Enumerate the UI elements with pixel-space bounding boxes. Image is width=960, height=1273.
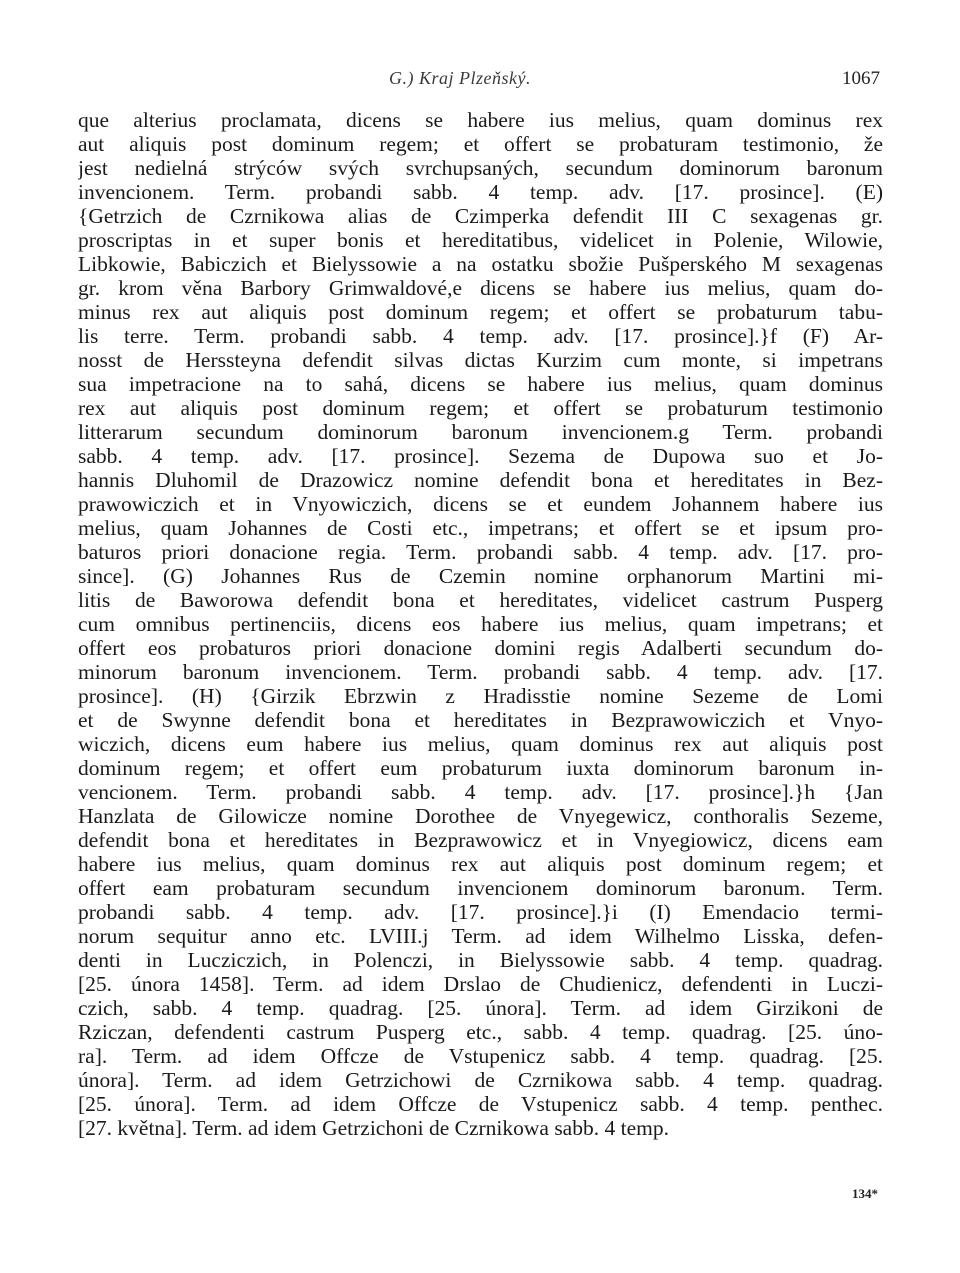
text-line: probandi sabb. 4 temp. adv. [17. prosince].}i (I) Emendacio termi-	[78, 900, 883, 924]
text-line: litterarum secundum dominorum baronum invencionem.g Term. probandi	[78, 420, 883, 444]
signature-mark: 134*	[852, 1186, 878, 1201]
text-line: minorum baronum invencionem. Term. probandi sabb. 4 temp. adv. [17.	[78, 660, 883, 684]
text-line: Rziczan, defendenti castrum Pusperg etc., sabb. 4 temp. quadrag. [25. úno-	[78, 1020, 883, 1044]
text-line: ra]. Term. ad idem Offcze de Vstupenicz sabb. 4 temp. quadrag. [25.	[78, 1044, 883, 1068]
text-line: sabb. 4 temp. adv. [17. prosince]. Sezema de Dupowa suo et Jo-	[78, 444, 883, 468]
text-line: que alterius proclamata, dicens se habere ius melius, quam dominus rex	[78, 108, 883, 132]
text-line: prawowiczich et in Vnyowiczich, dicens se et eundem Johannem habere ius	[78, 492, 883, 516]
text-line: vencionem. Term. probandi sabb. 4 temp. adv. [17. prosince].}h {Jan	[78, 780, 883, 804]
text-line: dominum regem; et offert eum probaturum iuxta dominorum baronum in-	[78, 756, 883, 780]
running-head	[0, 68, 960, 94]
text-line: {Getrzich de Czrnikowa alias de Czimperka defendit III C sexagenas gr.	[78, 204, 883, 228]
text-line: prosince]. (H) {Girzik Ebrzwin z Hradisstie nomine Sezeme de Lomi	[78, 684, 883, 708]
text-line: Libkowie, Babiczich et Bielyssowie a na ostatku sbožie Pušperského M sexagenas	[78, 252, 883, 276]
text-line: habere ius melius, quam dominus rex aut aliquis post dominum regem; et	[78, 852, 883, 876]
text-line: proscriptas in et super bonis et hereditatibus, videlicet in Polenie, Wilowie,	[78, 228, 883, 252]
text-line: sua impetracione na to sahá, dicens se habere ius melius, quam dominus	[78, 372, 883, 396]
text-line: lis terre. Term. probandi sabb. 4 temp. adv. [17. prosince].}f (F) Ar-	[78, 324, 883, 348]
text-line: Hanzlata de Gilowicze nomine Dorothee de Vnyegewicz, conthoralis Sezeme,	[78, 804, 883, 828]
text-line: et de Swynne defendit bona et hereditates in Bezprawowiczich et Vnyo-	[78, 708, 883, 732]
text-line: [27. května]. Term. ad idem Getrzichoni de Czrnikowa sabb. 4 temp.	[78, 1116, 669, 1140]
running-title: G.) Kraj Plzeňský.	[389, 68, 531, 88]
text-line: nosst de Herssteyna defendit silvas dictas Kurzim cum monte, si impetrans	[78, 348, 883, 372]
body-text	[78, 108, 883, 1140]
text-line: denti in Lucziczich, in Polenczi, in Bielyssowie sabb. 4 temp. quadrag.	[78, 948, 883, 972]
text-line: gr. krom věna Barbory Grimwaldové,e dicens se habere ius melius, quam do-	[78, 276, 883, 300]
text-line: minus rex aut aliquis post dominum regem; et offert se probaturum tabu-	[78, 300, 883, 324]
text-line: rex aut aliquis post dominum regem; et offert se probaturum testimonio	[78, 396, 883, 420]
page-number: 1067	[842, 68, 880, 89]
text-line: hannis Dluhomil de Drazowicz nomine defendit bona et hereditates in Bez-	[78, 468, 883, 492]
text-line: jest nedielná strýców svých svrchupsaných, secundum dominorum baronum	[78, 156, 883, 180]
text-line: wiczich, dicens eum habere ius melius, quam dominus rex aut aliquis post	[78, 732, 883, 756]
text-line: invencionem. Term. probandi sabb. 4 temp. adv. [17. prosince]. (E)	[78, 180, 883, 204]
text-line: cum omnibus pertinenciis, dicens eos habere ius melius, quam impetrans; et	[78, 612, 883, 636]
text-line: aut aliquis post dominum regem; et offert se probaturam testimonio, že	[78, 132, 883, 156]
text-line: baturos priori donacione regia. Term. probandi sabb. 4 temp. adv. [17. pro-	[78, 540, 883, 564]
text-line: [25. února 1458]. Term. ad idem Drslao de Chudienicz, defendenti in Luczi-	[78, 972, 883, 996]
text-line: norum sequitur anno etc. LVIII.j Term. ad idem Wilhelmo Lisska, defen-	[78, 924, 883, 948]
text-line: melius, quam Johannes de Costi etc., impetrans; et offert se et ipsum pro-	[78, 516, 883, 540]
text-line: litis de Baworowa defendit bona et hereditates, videlicet castrum Pusperg	[78, 588, 883, 612]
text-line: [25. února]. Term. ad idem Offcze de Vstupenicz sabb. 4 temp. penthec.	[78, 1092, 883, 1116]
text-line: since]. (G) Johannes Rus de Czemin nomine orphanorum Martini mi-	[78, 564, 883, 588]
text-line: defendit bona et hereditates in Bezprawowicz et in Vnyegiowicz, dicens eam	[78, 828, 883, 852]
text-line: offert eam probaturam secundum invencionem dominorum baronum. Term.	[78, 876, 883, 900]
text-line: offert eos probaturos priori donacione domini regis Adalberti secundum do-	[78, 636, 883, 660]
text-line: czich, sabb. 4 temp. quadrag. [25. února]. Term. ad idem Girzikoni de	[78, 996, 883, 1020]
text-line: února]. Term. ad idem Getrzichowi de Czrnikowa sabb. 4 temp. quadrag.	[78, 1068, 883, 1092]
